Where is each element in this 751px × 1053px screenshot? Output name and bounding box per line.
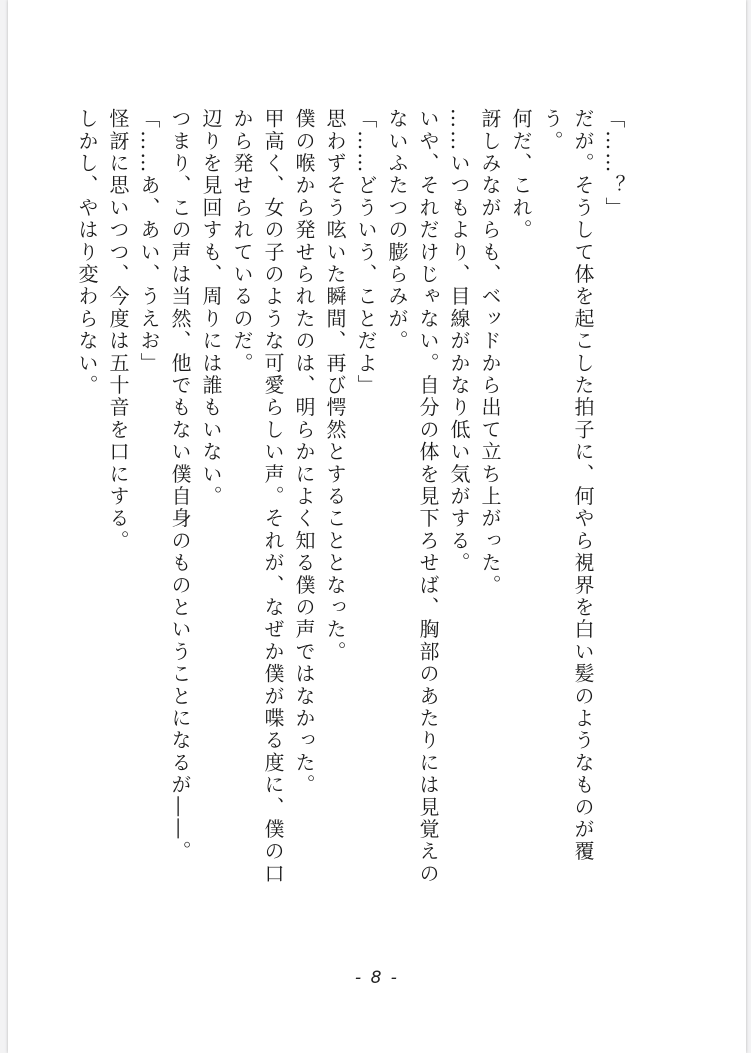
text-line: いや、それだけじゃない。自分の体を見下ろせば、胸部のあたりには見覚えのないふたつの膨らみが。: [385, 108, 440, 885]
page: [8, 0, 746, 1053]
page-number: - 8 -: [355, 968, 399, 988]
text-line: 「……どういう、ことだよ」: [354, 108, 378, 397]
text-line: 辺りを見回すも、周りには誰もいない。: [199, 108, 223, 508]
text-line: 僕の喉から発せられたのは、明らかによく知る僕の声ではなかった。: [292, 108, 316, 797]
text-line: つまり、この声は当然、他でもない僕自身のものということになるが――。: [168, 108, 192, 863]
text-line: 訝しみながらも、ベッドから出て立ち上がった。: [478, 108, 502, 597]
text-line: 甲高く、女の子のような可愛らしい声。それが、なぜか僕が喋る度に、僕の口から発せられているのだ。: [230, 108, 285, 886]
text-line: だが。そうして体を起こした拍子に、何やら視界を白い髪のようなものが覆う。: [540, 108, 595, 863]
text-line: しかし、やはり変わらない。: [75, 108, 99, 397]
text-line: 何だ、これ。: [509, 108, 533, 242]
vertical-body-text: [71, 108, 629, 888]
text-line: 怪訝に思いつつ、今度は五十音を口にする。: [106, 108, 130, 552]
text-line: 思わずそう呟いた瞬間、再び愕然とすることとなった。: [323, 108, 347, 663]
text-line: 「……あ、あい、うえお」: [137, 108, 161, 375]
text-line: 「……？」: [602, 108, 626, 219]
text-line: ……いつもより、目線がかなり低い気がする。: [447, 108, 471, 575]
